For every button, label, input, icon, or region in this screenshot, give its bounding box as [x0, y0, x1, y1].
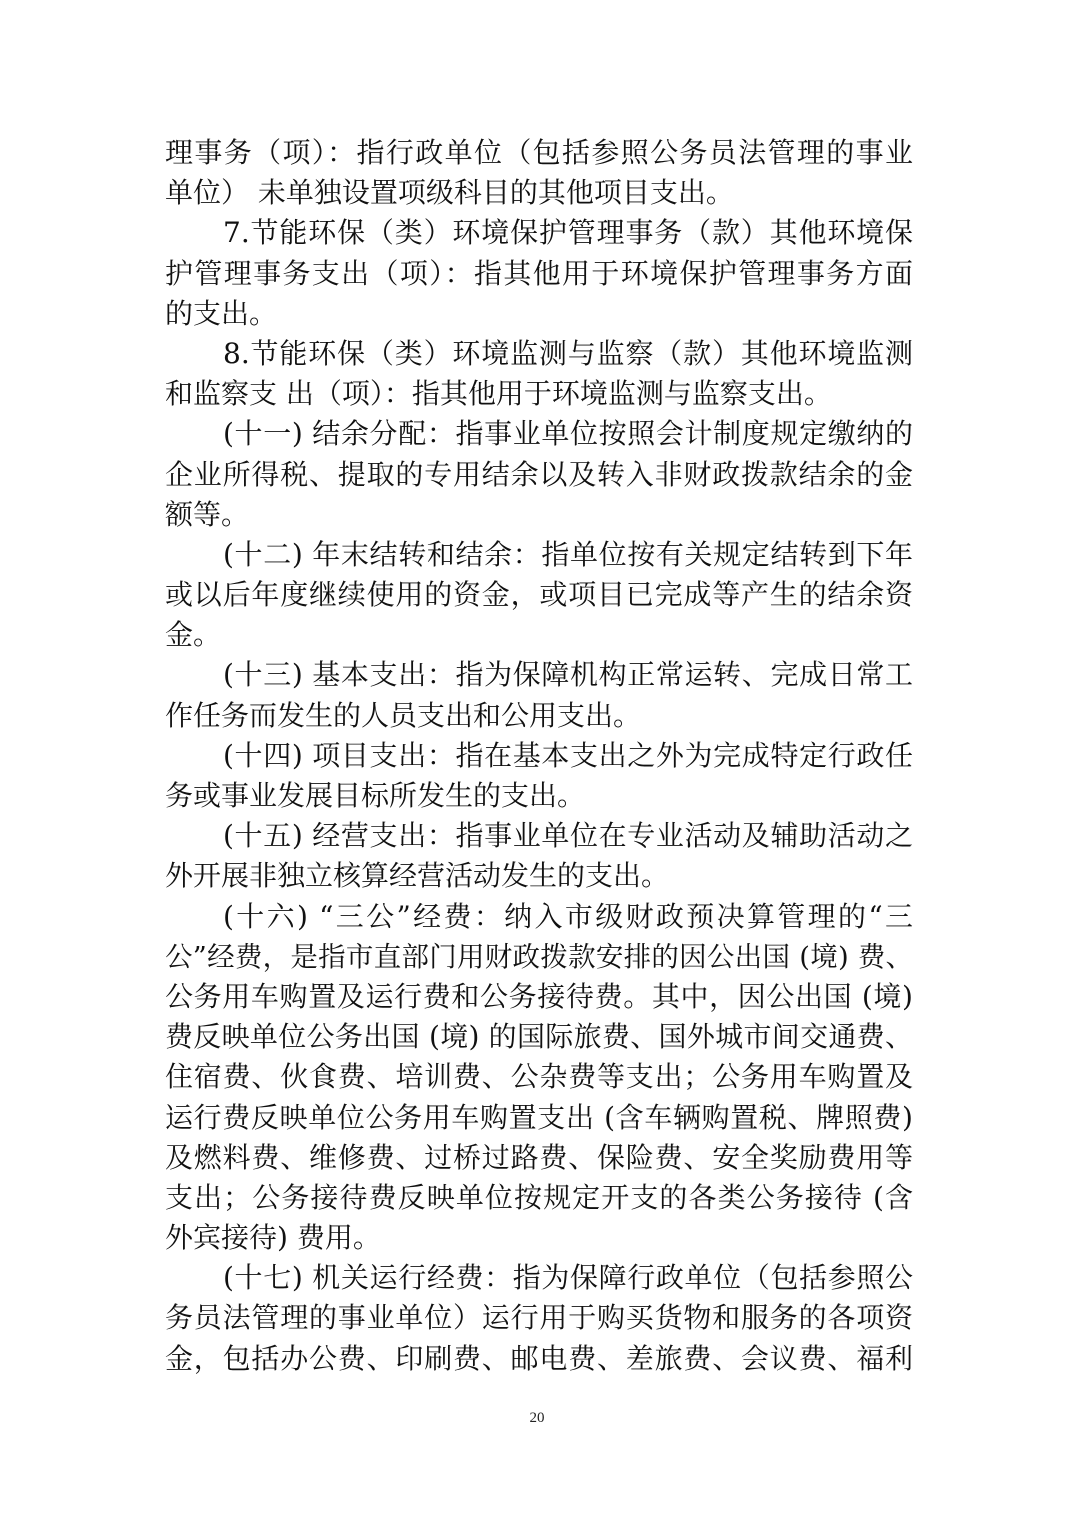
- text-line: 金，包括办公费、印刷费、邮电费、差旅费、会议费、福利: [165, 1341, 913, 1375]
- text-line: (十一) 结余分配：指事业单位按照会计制度规定缴纳的: [223, 417, 913, 451]
- text-line: 护管理事务支出（项）：指其他用于环境保护管理事务方面: [165, 256, 913, 290]
- text-line: 务员法管理的事业单位）运行用于购买货物和服务的各项资: [165, 1301, 913, 1335]
- text-line: 及燃料费、维修费、过桥过路费、保险费、安全奖励费用等: [165, 1140, 913, 1174]
- text-line: 作任务而发生的人员支出和公用支出。: [165, 698, 642, 732]
- text-line: 理事务（项）：指行政单位（包括参照公务员法管理的事业: [165, 136, 913, 169]
- text-line: 费反映单位公务出国 (境) 的国际旅费、国外城市间交通费、: [165, 1020, 913, 1054]
- text-line: 公”经费，是指市直部门用财政拨款安排的因公出国 (境) 费、: [165, 940, 913, 973]
- text-line: (十六) “三公”经费：纳入市级财政预决算管理的“三: [223, 899, 913, 933]
- text-line: 和监察支 出（项）：指其他用于环境监测与监察支出。: [165, 377, 832, 411]
- text-line: 外宾接待) 费用。: [165, 1221, 381, 1255]
- text-line: (十五) 经营支出：指事业单位在专业活动及辅助活动之: [223, 819, 913, 853]
- text-line: (十二) 年末结转和结余：指单位按有关规定结转到下年: [223, 537, 913, 571]
- text-line: 外开展非独立核算经营活动发生的支出。: [165, 859, 670, 893]
- text-line: 额等。: [165, 497, 250, 531]
- text-line: 或以后年度继续使用的资金，或项目已完成等产生的结余资: [165, 578, 913, 612]
- text-line: 金。: [165, 618, 222, 652]
- text-line: (十七) 机关运行经费：指为保障行政单位（包括参照公: [223, 1261, 913, 1295]
- text-line: 企业所得税、提取的专用结余以及转入非财政拨款结余的金: [165, 457, 913, 491]
- text-line: 务或事业发展目标所发生的支出。: [165, 779, 586, 812]
- text-line: 7.节能环保（类）环境保护管理事务（款）其他环境保: [223, 216, 913, 250]
- text-line: 的支出。: [165, 296, 278, 330]
- text-line: 公务用车购置及运行费和公务接待费。其中，因公出国 (境): [165, 979, 913, 1013]
- body-text: [165, 133, 913, 1379]
- page-number: 20: [529, 1410, 545, 1426]
- text-line: 单位） 未单独设置项级科目的其他项目支出。: [165, 176, 734, 210]
- text-line: 运行费反映单位公务用车购置支出 (含车辆购置税、牌照费): [165, 1100, 913, 1134]
- text-line: (十四) 项目支出：指在基本支出之外为完成特定行政任: [223, 738, 913, 772]
- text-line: 住宿费、伙食费、培训费、公杂费等支出；公务用车购置及: [165, 1060, 913, 1094]
- text-line: 支出；公务接待费反映单位按规定开支的各类公务接待 (含: [165, 1180, 913, 1214]
- text-line: 8.节能环保（类）环境监测与监察（款）其他环境监测: [223, 336, 913, 370]
- text-line: (十三) 基本支出：指为保障机构正常运转、完成日常工: [223, 658, 913, 692]
